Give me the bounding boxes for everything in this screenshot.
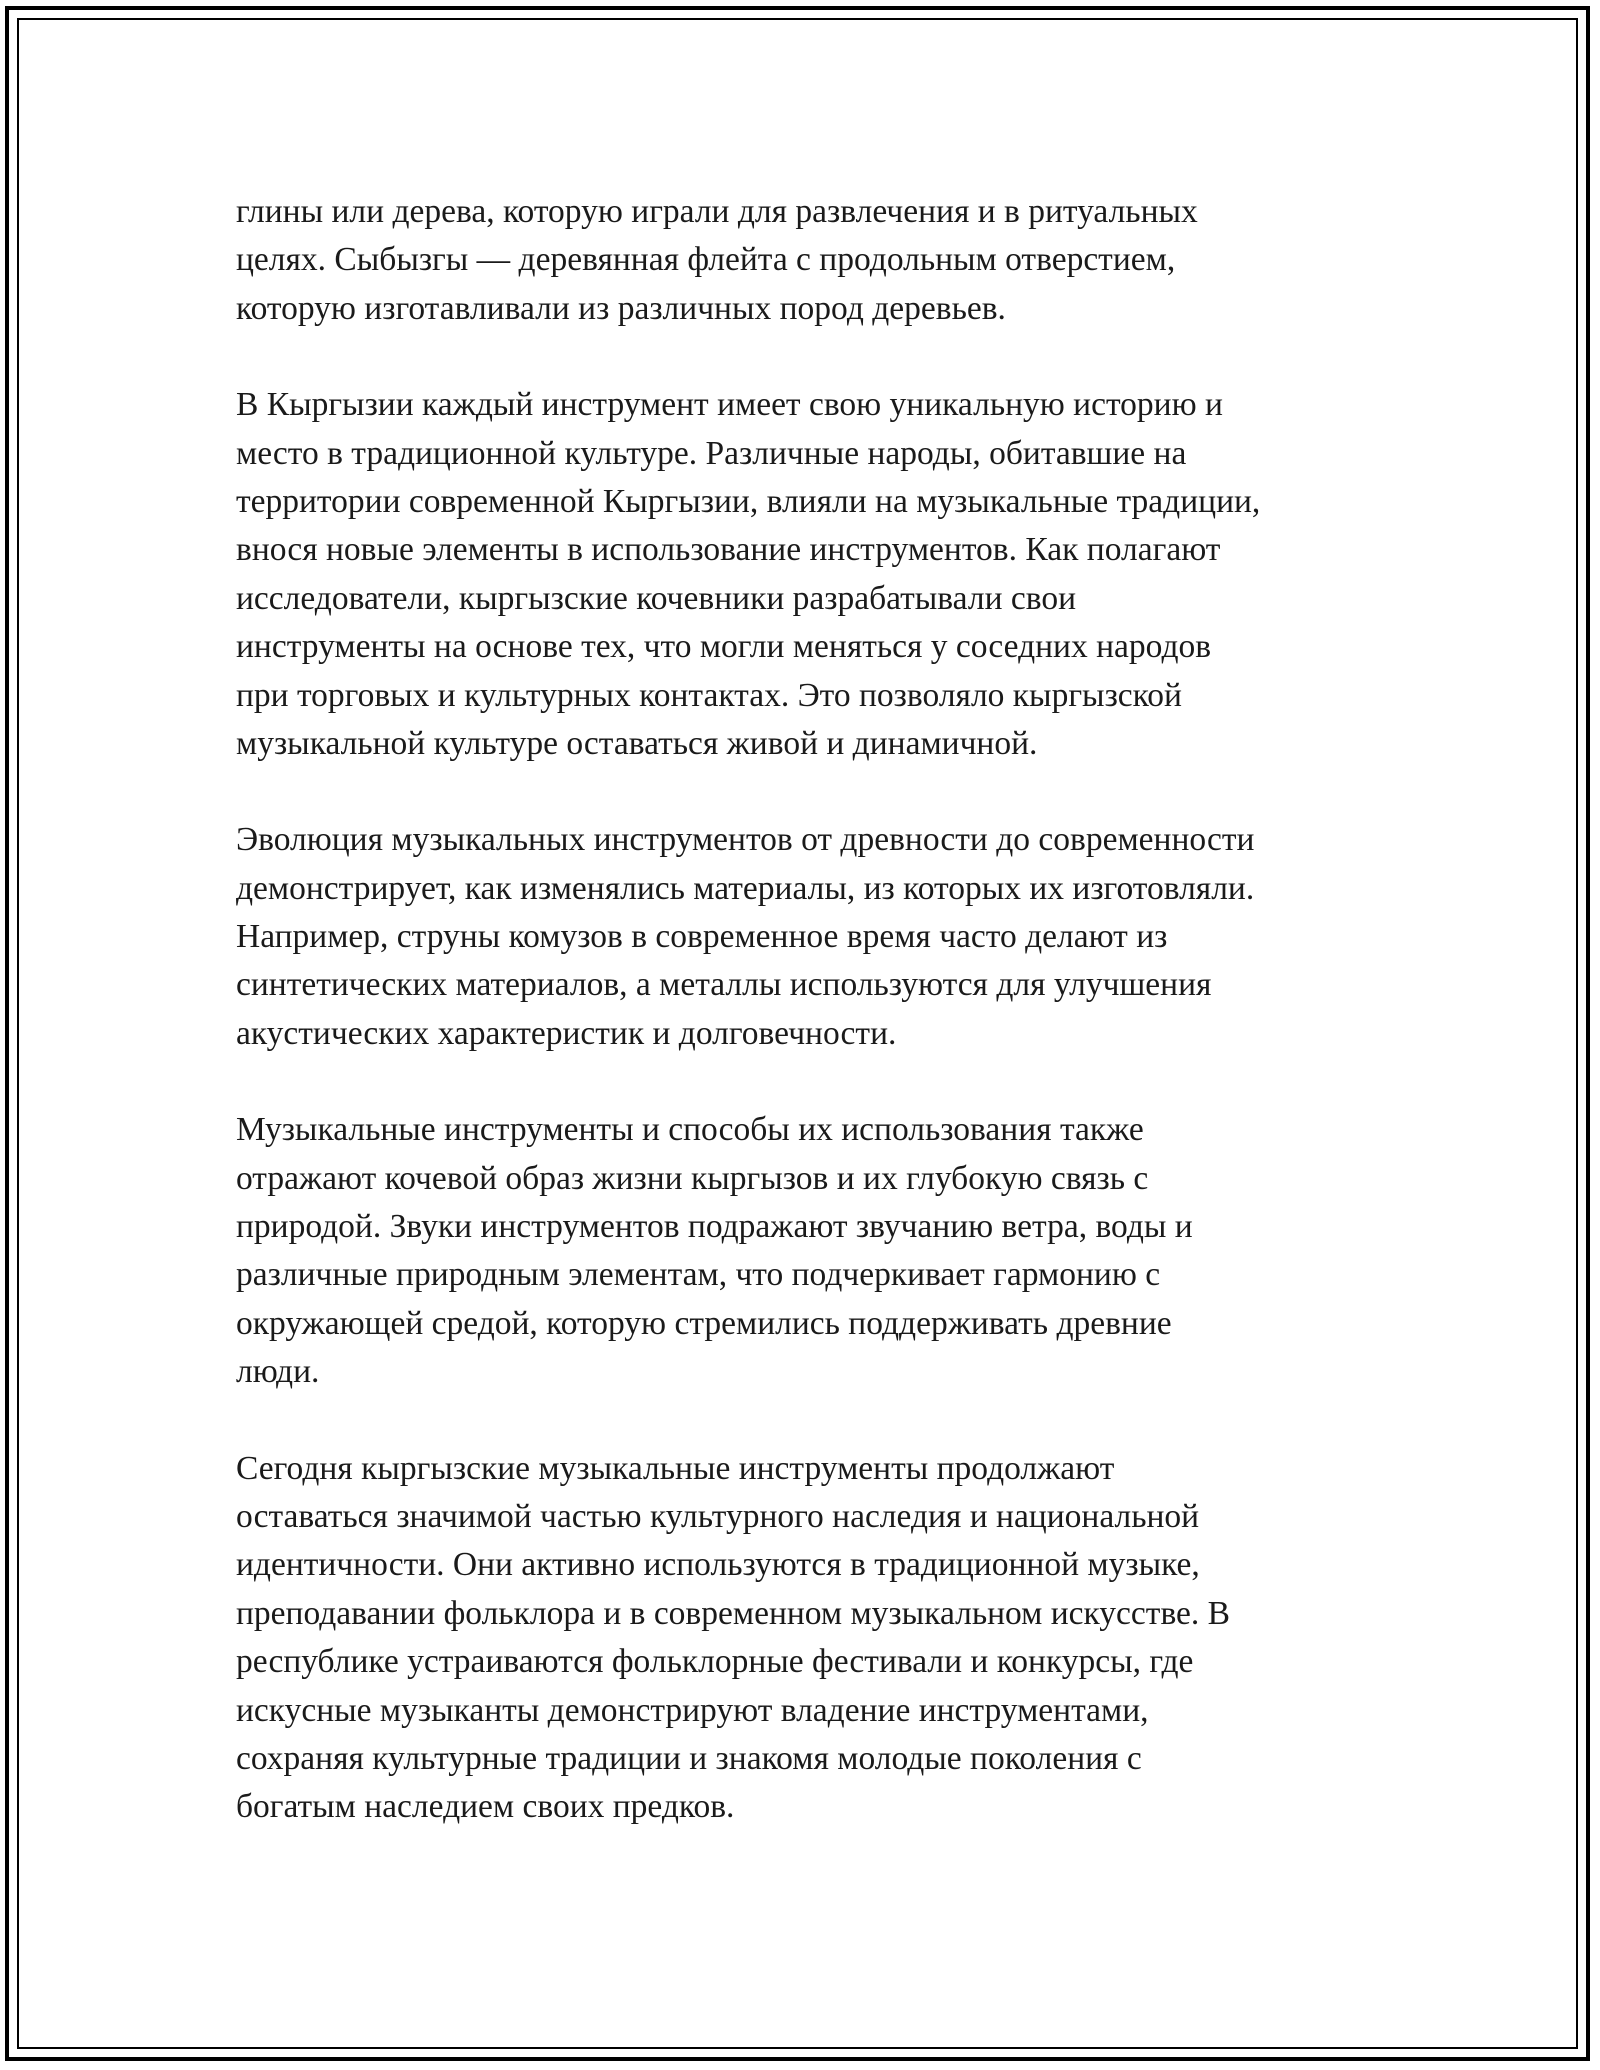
text-line: которую изготавливали из различных пород деревьев. (236, 289, 1006, 327)
text-line: Например, струны комузов в современное время часто делают из (236, 918, 1168, 956)
paragraph-2 (236, 381, 1436, 768)
text-line: синтетических материалов, а металлы используются для улучшения (236, 966, 1212, 1004)
text-line: богатым наследием своих предков. (236, 1788, 735, 1826)
text-line: идентичности. Они активно используются в традиционной музыке, (236, 1546, 1200, 1584)
text-line: различные природным элементам, что подчеркивает гармонию с (236, 1256, 1161, 1294)
text-line: исследователи, кыргызские кочевники разрабатывали свои (236, 579, 1077, 617)
text-line: отражают кочевой образ жизни кыргызов и их глубокую связь с (236, 1159, 1149, 1197)
text-line: сохраняя культурные традиции и знакомя молодые поколения с (236, 1739, 1142, 1777)
text-line: Эволюция музыкальных инструментов от древности до современности (236, 821, 1255, 859)
text-line: Сегодня кыргызские музыкальные инструменты продолжают (236, 1449, 1115, 1487)
text-line: демонстрирует, как изменялись материалы, из которых их изготовляли. (236, 869, 1255, 907)
text-line: внося новые элементы в использование инструментов. Как полагают (236, 531, 1221, 569)
paragraph-1 (236, 188, 1436, 333)
text-line: глины или дерева, которую играли для развлечения и в ритуальных (236, 193, 1198, 230)
text-line: искусные музыканты демонстрируют владение инструментами, (236, 1691, 1149, 1729)
text-line: республике устраиваются фольклорные фестивали и конкурсы, где (236, 1643, 1194, 1681)
text-line: целях. Сыбызгы — деревянная флейта с продольным отверстием, (236, 241, 1176, 279)
text-line: В Кыргызии каждый инструмент имеет свою уникальную историю и (236, 386, 1223, 424)
paragraph-4 (236, 1106, 1436, 1396)
text-line: музыкальной культуре оставаться живой и динамичной. (236, 724, 1038, 762)
paragraph-5 (236, 1445, 1436, 1832)
text-line: преподавании фольклора и в современном музыкальном искусстве. В (236, 1594, 1231, 1632)
text-line: акустических характеристик и долговечности. (236, 1014, 897, 1052)
document-body (236, 188, 1436, 1880)
text-line: люди. (236, 1353, 320, 1391)
text-line: природой. Звуки инструментов подражают звучанию ветра, воды и (236, 1208, 1193, 1246)
text-line: место в традиционной культуре. Различные народы, обитавшие на (236, 434, 1187, 472)
text-line: Музыкальные инструменты и способы их использования также (236, 1111, 1144, 1149)
text-line: при торговых и культурных контактах. Это позволяло кыргызской (236, 676, 1182, 714)
text-line: инструменты на основе тех, что могли меняться у соседних народов (236, 628, 1212, 666)
text-line: оставаться значимой частью культурного наследия и национальной (236, 1497, 1200, 1535)
text-line: окружающей средой, которую стремились поддерживать древние (236, 1304, 1172, 1342)
paragraph-3 (236, 816, 1436, 1058)
text-line: территории современной Кыргызии, влияли на музыкальные традиции, (236, 482, 1261, 520)
